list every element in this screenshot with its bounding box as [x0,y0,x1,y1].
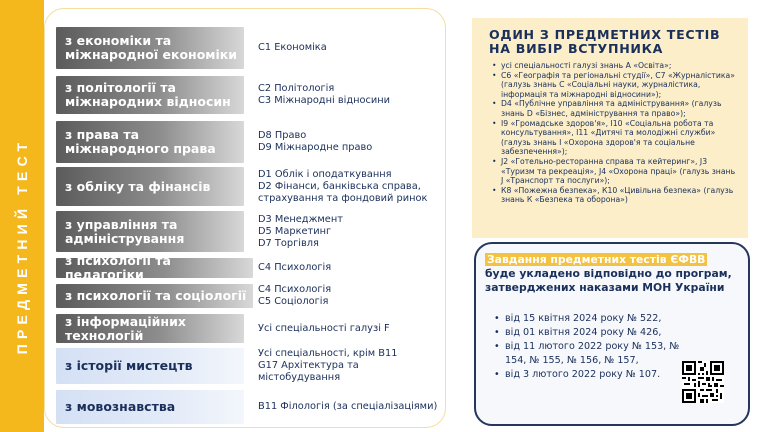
subject-label: з економіки та міжнародної економіки [56,27,244,69]
subject-row [56,390,444,424]
subject-row [56,253,444,282]
choice-box [472,18,748,238]
orders-rest: буде укладено відповідно до програм, затверджених наказами МОН України [485,267,732,294]
list-item: • К8 «Пожежна безпека», К10 «Цивільна безпека» (галузь знань К «Безпека та оборона») [490,186,736,205]
subject-label: з психології та соціології [56,284,253,308]
list-item: • від 15 квітня 2024 року № 522, [492,312,692,326]
test-line: С5 Соціологія [258,296,329,307]
list-item: • D4 «Публічне управління та адміністрування» (галузь знань D «Бізнес, адміністрування та право»); [490,99,736,118]
subject-tests [258,348,397,384]
test-line: С4 Психологія [258,284,332,295]
list-item: • від 3 лютого 2022 року № 107. [492,368,692,382]
list-item: • від 11 лютого 2022 року № 153, № 154, № 155, № 156, № 157, [492,340,692,368]
subject-tests [258,390,437,424]
orders-list [492,312,692,382]
subject-row [56,121,444,163]
subject-label: з управління та адміністрування [56,211,244,252]
subject-label: з обліку та фінансів [56,167,244,206]
test-line: D9 Міжнародне право [258,142,373,153]
subject-label: з інформаційних технологій [56,314,244,343]
subject-tests [258,167,427,206]
subject-row [56,167,444,206]
test-line: містобудування [258,372,341,383]
choice-title-line: ОДИН З ПРЕДМЕТНИХ ТЕСТІВ [489,27,721,42]
subject-row [56,27,444,69]
list-item: • I9 «Громадське здоров'я», I10 «Соціальна робота та консультування», I11 «Дитячі та молодіжні служби» (галузь знань I «Охорона здоров'я та соціальне забезпечення»); [490,119,736,157]
subject-tests [258,314,390,343]
subject-row [56,211,444,252]
subject-tests [258,76,390,114]
subject-tests [258,284,331,308]
subject-label: з політології та міжнародних відносин [56,76,244,114]
subject-row [56,348,444,384]
orders-box-title [485,253,737,295]
test-line: страхування та фондовий ринок [258,192,428,204]
vertical-title: ПРЕДМЕТНИЙ ТЕСТ [14,137,30,355]
test-line: В11 Філологія (за спеціалізаціями) [258,401,438,412]
test-line: С1 Економіка [258,42,327,53]
choice-box-title [489,28,720,56]
subject-label: з права та міжнародного права [56,121,244,163]
test-line: D2 Фінанси, банківська справа, [258,180,421,192]
test-line: D5 Маркетинг [258,225,332,237]
test-line: G17 Архітектура та [258,360,359,371]
test-line: D8 Право [258,130,307,141]
test-line: С4 Психологія [258,262,332,273]
test-line: Усі спеціальності галузі F [258,322,390,334]
test-line: D7 Торгівля [258,237,319,249]
test-line: С3 Міжнародні відносини [258,95,391,106]
test-line: D3 Менеджмент [258,213,343,225]
subject-tests [258,258,331,278]
subject-label: з мовознавства [56,390,244,424]
subject-row [56,314,444,343]
choice-list [490,61,736,205]
orders-highlight: Завдання предметних тестів ЄФВВ [487,253,706,266]
choice-title-line: НА ВИБІР ВСТУПНИКА [489,41,664,56]
subject-label: з історії мистецтв [56,348,244,384]
list-item: • J2 «Готельно-ресторанна справа та кейтеринг», J3 «Туризм та рекреація», J4 «Охорона праці» (галузь знань J «Транспорт та послуги»); [490,157,736,186]
list-item: • від 01 квітня 2024 року № 426, [492,326,692,340]
qr-code-icon[interactable] [682,361,724,403]
list-item: • С6 «Географія та регіональні студії», С7 «Журналістика» (галузь знань С «Соціальні науки, журналістика, інформація та міжнародні відносини»); [490,71,736,100]
subject-tests [258,27,327,69]
test-line: С2 Політологія [258,83,335,94]
test-line: D1 Облік і оподаткування [258,168,392,180]
subject-row [56,284,444,308]
test-line: Усі спеціальності, крім В11 [258,348,398,359]
subject-label: з психології та педагогіки [56,258,253,278]
subject-tests [258,211,343,252]
subject-row [56,76,444,114]
list-item: • усі спеціальності галузі знань А «Освіта»; [490,61,736,71]
subject-tests [258,121,372,163]
